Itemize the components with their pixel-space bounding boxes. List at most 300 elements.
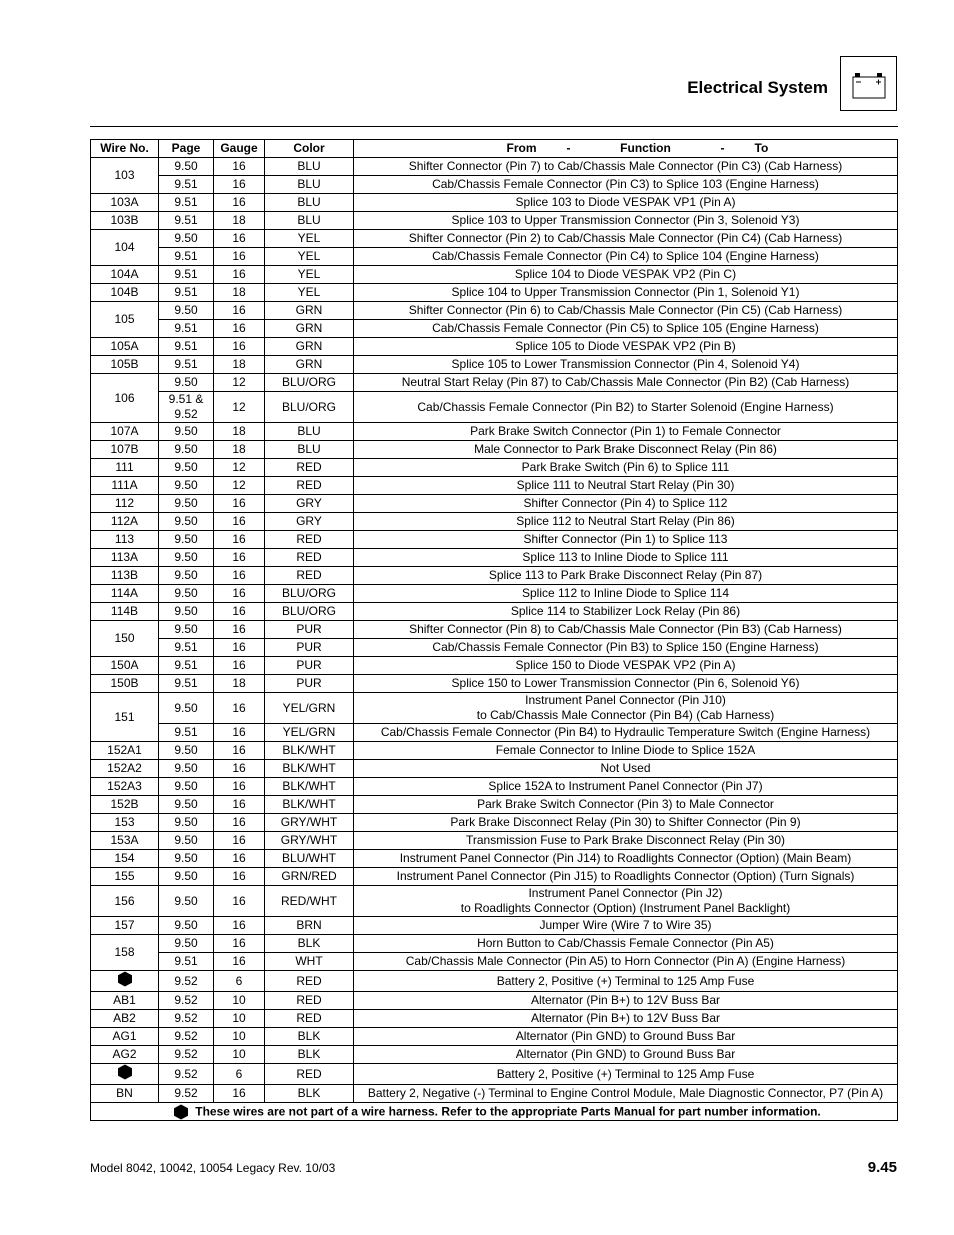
- wire-no-cell: AB1: [91, 992, 159, 1010]
- wire-no-cell: 104: [91, 230, 159, 266]
- description-cell: Splice 103 to Upper Transmission Connector (Pin 3, Solenoid Y3): [354, 212, 898, 230]
- table-row: [91, 1064, 898, 1085]
- page-cell: 9.50: [159, 459, 214, 477]
- gauge-cell: 16: [214, 320, 265, 338]
- footer-model: Model 8042, 10042, 10054 Legacy Rev. 10/03: [90, 1161, 336, 1175]
- color-cell: BLK: [265, 1028, 354, 1046]
- page-cell: 9.50: [159, 374, 214, 392]
- wire-no-cell: 150: [91, 621, 159, 657]
- wire-no-cell: AG1: [91, 1028, 159, 1046]
- table-row: [91, 158, 898, 176]
- col-color: Color: [265, 140, 354, 158]
- gauge-cell: 16: [214, 302, 265, 320]
- page-cell: 9.52: [159, 971, 214, 992]
- color-cell: BLK/WHT: [265, 778, 354, 796]
- description-cell: Splice 150 to Diode VESPAK VP2 (Pin A): [354, 657, 898, 675]
- gauge-cell: 16: [214, 935, 265, 953]
- color-cell: BLU/WHT: [265, 850, 354, 868]
- gauge-cell: 16: [214, 513, 265, 531]
- table-header-row: [91, 140, 898, 158]
- gauge-cell: 12: [214, 374, 265, 392]
- wire-no-cell: 113A: [91, 549, 159, 567]
- gauge-cell: 16: [214, 230, 265, 248]
- table-row: [91, 567, 898, 585]
- gauge-cell: 10: [214, 1028, 265, 1046]
- description-cell: Splice 112 to Inline Diode to Splice 114: [354, 585, 898, 603]
- page-cell: 9.51: [159, 724, 214, 742]
- gauge-cell: 12: [214, 459, 265, 477]
- color-cell: RED: [265, 1010, 354, 1028]
- page-cell: 9.50: [159, 832, 214, 850]
- gauge-cell: 16: [214, 886, 265, 917]
- header-divider: [90, 126, 898, 127]
- page-cell: [159, 392, 214, 423]
- page-title: Electrical System: [687, 78, 828, 97]
- wire-no-cell: 158: [91, 935, 159, 971]
- table-row: [91, 760, 898, 778]
- page-cell: 9.50: [159, 495, 214, 513]
- wire-no-cell: 111A: [91, 477, 159, 495]
- table-row: [91, 459, 898, 477]
- wire-no-cell: 104A: [91, 266, 159, 284]
- gauge-cell: 16: [214, 495, 265, 513]
- table-row: [91, 675, 898, 693]
- gauge-cell: 16: [214, 194, 265, 212]
- battery-icon: [840, 56, 897, 111]
- gauge-cell: 16: [214, 778, 265, 796]
- gauge-cell: 16: [214, 621, 265, 639]
- page-cell: 9.51: [159, 248, 214, 266]
- page-cell: 9.50: [159, 935, 214, 953]
- page-cell: 9.50: [159, 567, 214, 585]
- page-cell: 9.51: [159, 338, 214, 356]
- wire-no-cell: 157: [91, 917, 159, 935]
- footnote: These wires are not part of a wire harness. Refer to the appropriate Parts Manual for part number information.: [91, 1103, 898, 1121]
- table-row: [91, 868, 898, 886]
- wire-no-cell: 105A: [91, 338, 159, 356]
- gauge-cell: 10: [214, 992, 265, 1010]
- color-cell: PUR: [265, 639, 354, 657]
- gauge-cell: 16: [214, 832, 265, 850]
- page-cell: 9.50: [159, 850, 214, 868]
- gauge-cell: 16: [214, 531, 265, 549]
- color-cell: BLU: [265, 194, 354, 212]
- wire-no-cell: 105B: [91, 356, 159, 374]
- description-cell: Battery 2, Positive (+) Terminal to 125 Amp Fuse: [354, 971, 898, 992]
- description-cell: Cab/Chassis Female Connector (Pin C3) to Splice 103 (Engine Harness): [354, 176, 898, 194]
- gauge-cell: 16: [214, 603, 265, 621]
- table-row: [91, 284, 898, 302]
- table-row: [91, 917, 898, 935]
- description-cell: Male Connector to Park Brake Disconnect Relay (Pin 86): [354, 441, 898, 459]
- wire-no-cell: 103B: [91, 212, 159, 230]
- color-cell: PUR: [265, 621, 354, 639]
- gauge-cell: 18: [214, 441, 265, 459]
- description-cell: Park Brake Switch Connector (Pin 3) to Male Connector: [354, 796, 898, 814]
- gauge-cell: 16: [214, 850, 265, 868]
- gauge-cell: 18: [214, 212, 265, 230]
- wire-table: [90, 139, 898, 1121]
- page-cell: 9.52: [159, 992, 214, 1010]
- page-cell: 9.50: [159, 302, 214, 320]
- gauge-cell: 16: [214, 549, 265, 567]
- description-cell: Splice 113 to Inline Diode to Splice 111: [354, 549, 898, 567]
- description-cell: [354, 886, 898, 917]
- description-cell: Battery 2, Negative (-) Terminal to Engine Control Module, Male Diagnostic Connector, P7 (Pin A): [354, 1085, 898, 1103]
- wire-no-cell: 150B: [91, 675, 159, 693]
- description-cell: Alternator (Pin B+) to 12V Buss Bar: [354, 1010, 898, 1028]
- description-cell: Instrument Panel Connector (Pin J15) to Roadlights Connector (Option) (Turn Signals): [354, 868, 898, 886]
- wire-no-cell: 107A: [91, 423, 159, 441]
- wire-no-cell: AB2: [91, 1010, 159, 1028]
- page-cell: 9.51: [159, 639, 214, 657]
- description-cell: Horn Button to Cab/Chassis Female Connector (Pin A5): [354, 935, 898, 953]
- gauge-cell: 16: [214, 693, 265, 724]
- gauge-cell: 16: [214, 176, 265, 194]
- gauge-cell: 16: [214, 760, 265, 778]
- page-cell: 9.51: [159, 194, 214, 212]
- gauge-cell: 6: [214, 971, 265, 992]
- description-cell: Shifter Connector (Pin 4) to Splice 112: [354, 495, 898, 513]
- description-cell: Splice 113 to Park Brake Disconnect Relay (Pin 87): [354, 567, 898, 585]
- page-cell: 9.52: [159, 1046, 214, 1064]
- page-line: 9.51 &: [168, 392, 204, 406]
- description-cell: Park Brake Disconnect Relay (Pin 30) to Shifter Connector (Pin 9): [354, 814, 898, 832]
- color-cell: WHT: [265, 953, 354, 971]
- gauge-cell: 16: [214, 567, 265, 585]
- table-row: [91, 495, 898, 513]
- table-row: [91, 1046, 898, 1064]
- gauge-cell: 18: [214, 423, 265, 441]
- page-cell: 9.52: [159, 1085, 214, 1103]
- wire-no-cell: 107B: [91, 441, 159, 459]
- gauge-cell: 10: [214, 1010, 265, 1028]
- page-cell: 9.50: [159, 603, 214, 621]
- color-cell: BLU/ORG: [265, 374, 354, 392]
- color-cell: BLU: [265, 212, 354, 230]
- table-row: [91, 693, 898, 724]
- description-cell: Splice 150 to Lower Transmission Connector (Pin 6, Solenoid Y6): [354, 675, 898, 693]
- color-cell: BLK: [265, 1085, 354, 1103]
- color-cell: GRN: [265, 302, 354, 320]
- table-row: [91, 356, 898, 374]
- color-cell: BLK: [265, 935, 354, 953]
- color-cell: BLU/ORG: [265, 603, 354, 621]
- color-cell: RED: [265, 531, 354, 549]
- description-cell: Jumper Wire (Wire 7 to Wire 35): [354, 917, 898, 935]
- table-row: [91, 549, 898, 567]
- col-page: Page: [159, 140, 214, 158]
- page-cell: 9.51: [159, 320, 214, 338]
- wire-no-cell: 156: [91, 886, 159, 917]
- table-row: [91, 374, 898, 392]
- description-cell: Splice 105 to Lower Transmission Connector (Pin 4, Solenoid Y4): [354, 356, 898, 374]
- page-cell: 9.51: [159, 356, 214, 374]
- color-cell: BLU/ORG: [265, 392, 354, 423]
- table-row: [91, 212, 898, 230]
- table-row: [91, 392, 898, 423]
- table-row: [91, 585, 898, 603]
- description-cell: Alternator (Pin GND) to Ground Buss Bar: [354, 1028, 898, 1046]
- color-cell: RED: [265, 477, 354, 495]
- footnote-row: [91, 1103, 898, 1121]
- page-cell: 9.52: [159, 1010, 214, 1028]
- description-cell: Park Brake Switch (Pin 6) to Splice 111: [354, 459, 898, 477]
- color-cell: BLU: [265, 423, 354, 441]
- table-row: [91, 639, 898, 657]
- wire-no-cell: 112: [91, 495, 159, 513]
- wire-no-cell: 152A3: [91, 778, 159, 796]
- table-row: [91, 742, 898, 760]
- table-row: [91, 778, 898, 796]
- description-cell: Cab/Chassis Female Connector (Pin B2) to Starter Solenoid (Engine Harness): [354, 392, 898, 423]
- page-cell: 9.50: [159, 742, 214, 760]
- gauge-cell: 16: [214, 1085, 265, 1103]
- gauge-cell: 16: [214, 158, 265, 176]
- description-cell: Splice 152A to Instrument Panel Connector (Pin J7): [354, 778, 898, 796]
- color-cell: GRN: [265, 356, 354, 374]
- gauge-cell: 16: [214, 585, 265, 603]
- table-row: [91, 935, 898, 953]
- table-row: [91, 1028, 898, 1046]
- color-cell: GRY: [265, 513, 354, 531]
- gauge-cell: 16: [214, 796, 265, 814]
- page-cell: 9.50: [159, 513, 214, 531]
- page-cell: 9.51: [159, 176, 214, 194]
- table-row: [91, 832, 898, 850]
- description-cell: Splice 104 to Diode VESPAK VP2 (Pin C): [354, 266, 898, 284]
- wire-no-cell: 104B: [91, 284, 159, 302]
- gauge-cell: 16: [214, 917, 265, 935]
- color-cell: YEL: [265, 230, 354, 248]
- wire-no-cell: 153: [91, 814, 159, 832]
- gauge-cell: 10: [214, 1046, 265, 1064]
- page-cell: 9.51: [159, 266, 214, 284]
- description-cell: Splice 103 to Diode VESPAK VP1 (Pin A): [354, 194, 898, 212]
- table-row: [91, 423, 898, 441]
- wire-no-cell: 111: [91, 459, 159, 477]
- description-cell: Cab/Chassis Female Connector (Pin C5) to Splice 105 (Engine Harness): [354, 320, 898, 338]
- gauge-cell: 16: [214, 639, 265, 657]
- color-cell: YEL: [265, 266, 354, 284]
- wire-no-cell: 152A1: [91, 742, 159, 760]
- description-cell: Cab/Chassis Female Connector (Pin C4) to Splice 104 (Engine Harness): [354, 248, 898, 266]
- table-row: [91, 796, 898, 814]
- wire-no-cell: 113: [91, 531, 159, 549]
- table-row: [91, 513, 898, 531]
- wire-no-cell: 113B: [91, 567, 159, 585]
- wire-no-cell: 112A: [91, 513, 159, 531]
- gauge-cell: 16: [214, 724, 265, 742]
- color-cell: YEL: [265, 248, 354, 266]
- col-wire-no: Wire No.: [91, 140, 159, 158]
- color-cell: BLK/WHT: [265, 742, 354, 760]
- page-line: 9.52: [174, 407, 198, 421]
- wire-no-cell: 152B: [91, 796, 159, 814]
- color-cell: BRN: [265, 917, 354, 935]
- description-cell: Cab/Chassis Female Connector (Pin B4) to Hydraulic Temperature Switch (Engine Harness): [354, 724, 898, 742]
- wire-no-cell: 152A2: [91, 760, 159, 778]
- table-row: [91, 302, 898, 320]
- color-cell: RED/WHT: [265, 886, 354, 917]
- color-cell: PUR: [265, 657, 354, 675]
- gauge-cell: 12: [214, 392, 265, 423]
- page-cell: 9.51: [159, 675, 214, 693]
- page-cell: 9.50: [159, 441, 214, 459]
- color-cell: RED: [265, 992, 354, 1010]
- description-cell: Not Used: [354, 760, 898, 778]
- page-cell: 9.50: [159, 814, 214, 832]
- description-cell: Park Brake Switch Connector (Pin 1) to Female Connector: [354, 423, 898, 441]
- gauge-cell: 18: [214, 675, 265, 693]
- page-cell: 9.51: [159, 284, 214, 302]
- wire-no-cell: [91, 971, 159, 992]
- gauge-cell: 16: [214, 953, 265, 971]
- description-line: to Cab/Chassis Male Connector (Pin B4) (Cab Harness): [476, 708, 775, 722]
- page-cell: 9.50: [159, 917, 214, 935]
- color-cell: BLU: [265, 441, 354, 459]
- description-cell: Alternator (Pin B+) to 12V Buss Bar: [354, 992, 898, 1010]
- page-cell: 9.50: [159, 158, 214, 176]
- color-cell: BLK/WHT: [265, 760, 354, 778]
- table-row: [91, 814, 898, 832]
- page-cell: 9.50: [159, 693, 214, 724]
- description-line: to Roadlights Connector (Option) (Instrument Panel Backlight): [460, 901, 791, 915]
- color-cell: YEL/GRN: [265, 693, 354, 724]
- wire-no-cell: 114A: [91, 585, 159, 603]
- color-cell: BLU: [265, 176, 354, 194]
- gauge-cell: 16: [214, 266, 265, 284]
- table-row: [91, 657, 898, 675]
- color-cell: RED: [265, 459, 354, 477]
- color-cell: BLK/WHT: [265, 796, 354, 814]
- gauge-cell: 16: [214, 338, 265, 356]
- wire-no-cell: [91, 1064, 159, 1085]
- table-row: [91, 531, 898, 549]
- wire-no-cell: 106: [91, 374, 159, 423]
- color-cell: BLK: [265, 1046, 354, 1064]
- table-row: [91, 338, 898, 356]
- page-cell: 9.51: [159, 212, 214, 230]
- hexagon-icon: [117, 976, 133, 990]
- page-cell: 9.50: [159, 886, 214, 917]
- col-gauge: Gauge: [214, 140, 265, 158]
- description-cell: Battery 2, Positive (+) Terminal to 125 Amp Fuse: [354, 1064, 898, 1085]
- gauge-cell: 18: [214, 284, 265, 302]
- description-line: Instrument Panel Connector (Pin J10): [525, 693, 726, 707]
- page-cell: 9.50: [159, 585, 214, 603]
- description-cell: Female Connector to Inline Diode to Splice 152A: [354, 742, 898, 760]
- hexagon-icon: [117, 1069, 133, 1083]
- description-cell: Cab/Chassis Male Connector (Pin A5) to Horn Connector (Pin A) (Engine Harness): [354, 953, 898, 971]
- table-row: [91, 603, 898, 621]
- color-cell: GRY/WHT: [265, 832, 354, 850]
- wire-no-cell: 154: [91, 850, 159, 868]
- table-row: [91, 724, 898, 742]
- page-cell: 9.50: [159, 621, 214, 639]
- wire-no-cell: 105: [91, 302, 159, 338]
- page-cell: 9.50: [159, 531, 214, 549]
- gauge-cell: 16: [214, 657, 265, 675]
- description-cell: Splice 105 to Diode VESPAK VP2 (Pin B): [354, 338, 898, 356]
- wire-no-cell: 150A: [91, 657, 159, 675]
- page-cell: 9.50: [159, 230, 214, 248]
- wire-no-cell: 103: [91, 158, 159, 194]
- description-cell: Shifter Connector (Pin 7) to Cab/Chassis Male Connector (Pin C3) (Cab Harness): [354, 158, 898, 176]
- table-row: [91, 1010, 898, 1028]
- description-cell: Splice 112 to Neutral Start Relay (Pin 86): [354, 513, 898, 531]
- color-cell: RED: [265, 567, 354, 585]
- table-row: [91, 971, 898, 992]
- table-row: [91, 992, 898, 1010]
- description-line: Instrument Panel Connector (Pin J2): [528, 886, 723, 900]
- color-cell: GRN: [265, 320, 354, 338]
- color-cell: BLU/ORG: [265, 585, 354, 603]
- color-cell: RED: [265, 549, 354, 567]
- wire-no-cell: BN: [91, 1085, 159, 1103]
- page-cell: 9.50: [159, 868, 214, 886]
- table-row: [91, 886, 898, 917]
- gauge-cell: 18: [214, 356, 265, 374]
- description-cell: Instrument Panel Connector (Pin J14) to Roadlights Connector (Option) (Main Beam): [354, 850, 898, 868]
- wire-no-cell: 151: [91, 693, 159, 742]
- wire-no-cell: 153A: [91, 832, 159, 850]
- wire-no-cell: 103A: [91, 194, 159, 212]
- wire-no-cell: 114B: [91, 603, 159, 621]
- gauge-cell: 16: [214, 742, 265, 760]
- table-row: [91, 850, 898, 868]
- page-cell: 9.51: [159, 657, 214, 675]
- wire-no-cell: AG2: [91, 1046, 159, 1064]
- gauge-cell: 12: [214, 477, 265, 495]
- page-cell: 9.51: [159, 953, 214, 971]
- color-cell: PUR: [265, 675, 354, 693]
- table-row: [91, 441, 898, 459]
- color-cell: YEL/GRN: [265, 724, 354, 742]
- page-cell: 9.50: [159, 760, 214, 778]
- gauge-cell: 16: [214, 814, 265, 832]
- page-cell: 9.50: [159, 423, 214, 441]
- description-cell: Shifter Connector (Pin 2) to Cab/Chassis Male Connector (Pin C4) (Cab Harness): [354, 230, 898, 248]
- table-row: [91, 1085, 898, 1103]
- color-cell: BLU: [265, 158, 354, 176]
- description-cell: [354, 693, 898, 724]
- color-cell: RED: [265, 1064, 354, 1085]
- page-number: 9.45: [867, 1159, 897, 1176]
- hexagon-icon: [173, 1104, 189, 1120]
- description-cell: Splice 114 to Stabilizer Lock Relay (Pin 86): [354, 603, 898, 621]
- table-row: [91, 248, 898, 266]
- description-cell: Splice 104 to Upper Transmission Connector (Pin 1, Solenoid Y1): [354, 284, 898, 302]
- table-row: [91, 266, 898, 284]
- table-row: [91, 320, 898, 338]
- description-cell: Shifter Connector (Pin 1) to Splice 113: [354, 531, 898, 549]
- page-cell: 9.50: [159, 796, 214, 814]
- table-row: [91, 621, 898, 639]
- table-row: [91, 194, 898, 212]
- color-cell: GRN: [265, 338, 354, 356]
- color-cell: YEL: [265, 284, 354, 302]
- wire-no-cell: 155: [91, 868, 159, 886]
- description-cell: Splice 111 to Neutral Start Relay (Pin 30): [354, 477, 898, 495]
- description-cell: Neutral Start Relay (Pin 87) to Cab/Chassis Male Connector (Pin B2) (Cab Harness): [354, 374, 898, 392]
- gauge-cell: 16: [214, 248, 265, 266]
- description-cell: Alternator (Pin GND) to Ground Buss Bar: [354, 1046, 898, 1064]
- page-cell: 9.52: [159, 1064, 214, 1085]
- color-cell: GRY/WHT: [265, 814, 354, 832]
- description-cell: Cab/Chassis Female Connector (Pin B3) to Splice 150 (Engine Harness): [354, 639, 898, 657]
- gauge-cell: 6: [214, 1064, 265, 1085]
